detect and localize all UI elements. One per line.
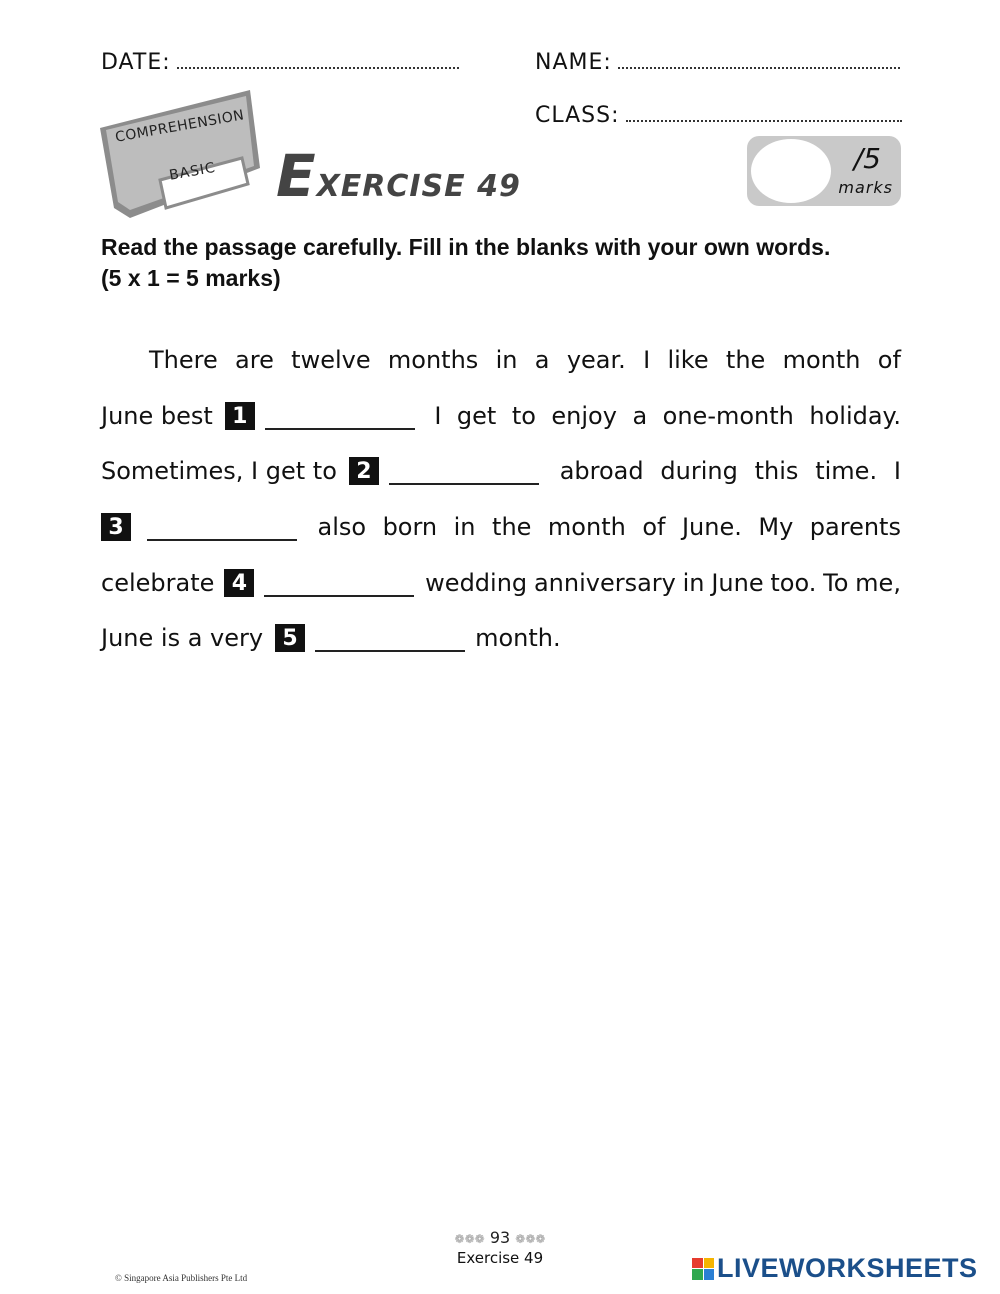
word: a: [632, 402, 648, 430]
word: holiday.: [809, 402, 901, 430]
word: during: [660, 457, 738, 485]
instructions-line-2: (5 x 1 = 5 marks): [101, 265, 281, 291]
blank-number-4: 4: [224, 569, 254, 597]
liveworksheets-logo[interactable]: [692, 1253, 978, 1284]
word: wedding: [425, 569, 528, 597]
passage-line-4: [101, 501, 901, 541]
name-label: NAME:: [535, 50, 612, 75]
blank-number-2: 2: [349, 457, 379, 485]
marks-label: marks: [838, 178, 893, 197]
date-line[interactable]: [177, 63, 459, 69]
word: born: [382, 513, 438, 541]
word: year.: [566, 346, 626, 374]
passage-line-5: [101, 557, 901, 597]
word: enjoy: [551, 402, 617, 430]
instructions-line-1: Read the passage carefully. Fill in the blanks with your own words.: [101, 234, 831, 260]
line-4-lead: [101, 513, 301, 541]
word: of: [877, 346, 901, 374]
word: to: [511, 402, 536, 430]
blank-number-1: 1: [225, 402, 255, 430]
word: months: [387, 346, 479, 374]
passage-line-6: [101, 612, 901, 652]
date-label: DATE:: [101, 50, 171, 75]
answer-blank-2[interactable]: [389, 481, 539, 485]
word: are: [235, 346, 274, 374]
comprehension-badge: [100, 90, 260, 220]
word: month: [782, 346, 861, 374]
answer-blank-5[interactable]: [315, 648, 465, 652]
word: me,: [855, 569, 901, 597]
word: June: [711, 569, 764, 597]
text: Sometimes, I get to: [101, 457, 337, 485]
word: I: [434, 402, 442, 430]
copyright-notice: © Singapore Asia Publishers Pte Ltd: [115, 1273, 248, 1283]
badge-category: COMPREHENSION: [114, 107, 246, 146]
word: abroad: [559, 457, 644, 485]
line-3-lead: [101, 457, 543, 485]
ornament-icon: ❁❁❁: [515, 1232, 546, 1246]
word: I: [643, 346, 651, 374]
word: the: [725, 346, 766, 374]
class-line[interactable]: [626, 116, 902, 122]
liveworksheets-icon: [692, 1258, 714, 1280]
class-label: CLASS:: [535, 103, 620, 128]
instructions: [101, 232, 921, 294]
word: too.: [770, 569, 817, 597]
liveworksheets-brand: LIVEWORKSHEETS: [717, 1253, 978, 1283]
word: a: [534, 346, 550, 374]
word: There: [149, 346, 218, 374]
page-number-value: 93: [489, 1228, 511, 1247]
text: June best: [101, 402, 213, 430]
answer-blank-4[interactable]: [264, 593, 414, 597]
word: time.: [815, 457, 878, 485]
footer-exercise: Exercise 49: [456, 1249, 544, 1267]
word: like: [667, 346, 709, 374]
word: I: [893, 457, 901, 485]
word: in: [682, 569, 705, 597]
word: one-month: [662, 402, 794, 430]
text: month.: [475, 624, 561, 652]
word: To: [823, 569, 849, 597]
word: the: [492, 513, 532, 541]
blank-number-3: 3: [101, 513, 131, 541]
word: get: [456, 402, 497, 430]
passage-line-1: [101, 334, 901, 374]
text: celebrate: [101, 569, 215, 597]
blank-number-5: 5: [275, 624, 305, 652]
class-field[interactable]: [535, 103, 902, 128]
passage-line-3: [101, 445, 901, 485]
answer-blank-1[interactable]: [265, 426, 415, 430]
word: June.: [681, 513, 742, 541]
word: of: [642, 513, 666, 541]
word: month: [547, 513, 626, 541]
passage-line-2: [101, 390, 901, 430]
page-number: [440, 1228, 560, 1247]
word: My: [758, 513, 794, 541]
word: in: [453, 513, 476, 541]
line-5-lead: [101, 569, 418, 597]
date-field[interactable]: [101, 50, 459, 75]
line-2-lead: [101, 402, 419, 430]
word: in: [495, 346, 518, 374]
answer-blank-3[interactable]: [147, 537, 297, 541]
word: twelve: [291, 346, 371, 374]
name-field[interactable]: [535, 50, 900, 75]
word: also: [317, 513, 367, 541]
word: this: [754, 457, 799, 485]
badge-level: BASIC: [168, 159, 218, 184]
title-rest: XERCISE 49: [316, 169, 521, 204]
marks-total: /5: [853, 142, 881, 175]
score-oval[interactable]: [751, 139, 831, 203]
name-line[interactable]: [618, 63, 900, 69]
ornament-icon: ❁❁❁: [454, 1232, 485, 1246]
word: parents: [809, 513, 901, 541]
word: anniversary: [533, 569, 676, 597]
title-first-letter: E: [276, 142, 317, 210]
text: June is a very: [101, 624, 264, 652]
marks-box: [747, 136, 901, 206]
exercise-title: [276, 142, 521, 210]
